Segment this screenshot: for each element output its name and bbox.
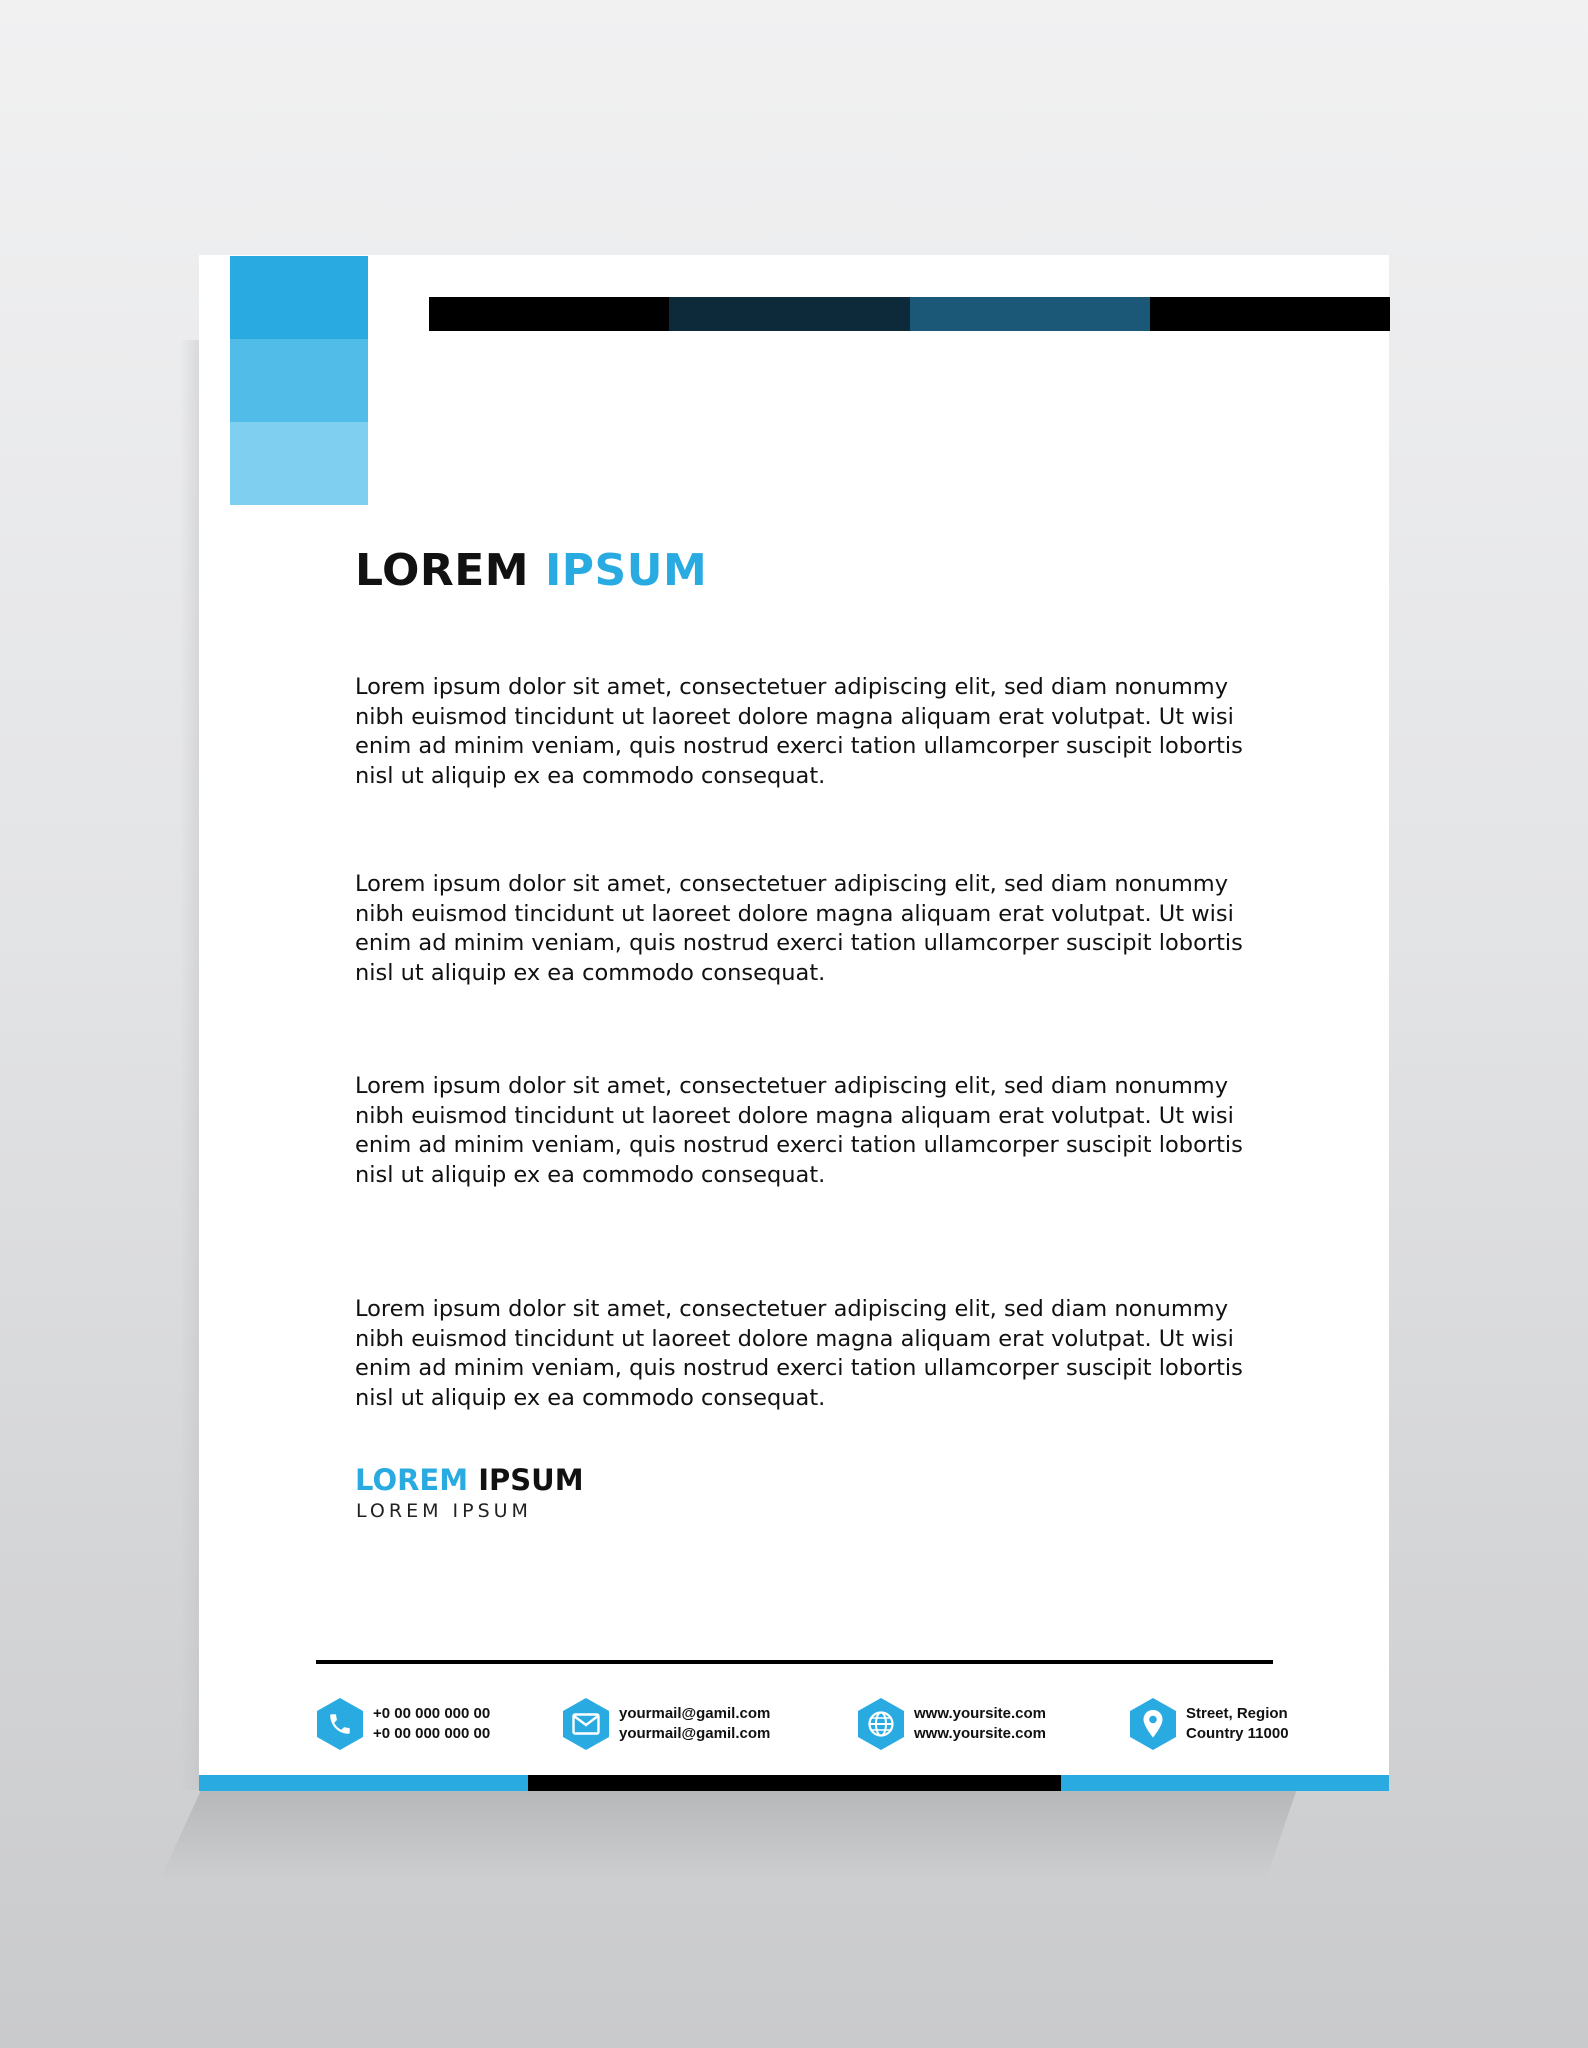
contact-address [1130, 1698, 1289, 1750]
signature-subtitle: LOREM IPSUM [356, 1500, 532, 1522]
header-stripe-teal [910, 297, 1150, 331]
header-stripe-black-left [429, 297, 669, 331]
sheet-side-shadow [180, 340, 200, 1790]
footer-divider [316, 1660, 1273, 1664]
signature-name [355, 1463, 584, 1497]
signature-word-2: IPSUM [478, 1463, 584, 1497]
letter-heading [355, 545, 707, 597]
contact-phone [317, 1698, 490, 1750]
globe-icon [858, 1698, 904, 1750]
contact-address-text [1186, 1704, 1289, 1744]
footer-stripe [199, 1775, 1389, 1791]
heading-word-1: LOREM [355, 545, 530, 596]
contact-phone-text [373, 1704, 490, 1744]
header-stripe-navy [669, 297, 909, 331]
sheet-shadow [160, 1780, 1300, 1880]
signature-word-1: LOREM [355, 1463, 469, 1497]
body-paragraph-2: Lorem ipsum dolor sit amet, consectetuer adipiscing elit, sed diam nonummy nibh euismod tincidunt ut laoreet dolore magna aliquam erat volutpat. Ut wisi enim ad minim veniam, quis nostrud exerci tation ullamcorper suscipit lobortis nisl ut aliquip ex ea commodo consequat. [355, 871, 1243, 986]
address-line-1: Street, Region [1186, 1705, 1288, 1722]
website-line-2: www.yoursite.com [914, 1725, 1046, 1742]
footer-stripe-blue-left [199, 1775, 528, 1791]
address-line-2: Country 11000 [1186, 1725, 1289, 1742]
footer-stripe-blue-right [1061, 1775, 1389, 1791]
phone-line-1: +0 00 000 000 00 [373, 1705, 491, 1722]
contact-website-text [914, 1704, 1046, 1744]
contact-website [858, 1698, 1046, 1750]
body-paragraph-4: Lorem ipsum dolor sit amet, consectetuer adipiscing elit, sed diam nonummy nibh euismod tincidunt ut laoreet dolore magna aliquam erat volutpat. Ut wisi enim ad minim veniam, quis nostrud exerci tation ullamcorper suscipit lobortis nisl ut aliquip ex ea commodo consequat. [355, 1296, 1243, 1411]
header-stripe [429, 297, 1390, 331]
footer-stripe-black [528, 1775, 1061, 1791]
contact-email [563, 1698, 770, 1750]
location-pin-icon [1130, 1698, 1176, 1750]
email-line-2: yourmail@gamil.com [619, 1725, 771, 1742]
corner-square-light [230, 422, 368, 505]
corner-square-accent [230, 256, 368, 339]
website-line-1: www.yoursite.com [914, 1705, 1046, 1722]
phone-icon [317, 1698, 363, 1750]
phone-line-2: +0 00 000 000 00 [373, 1725, 491, 1742]
corner-square-mid [230, 339, 368, 422]
contact-email-text [619, 1704, 770, 1744]
heading-word-2: IPSUM [544, 545, 708, 596]
mail-icon [563, 1698, 609, 1750]
body-paragraph-3: Lorem ipsum dolor sit amet, consectetuer adipiscing elit, sed diam nonummy nibh euismod tincidunt ut laoreet dolore magna aliquam erat volutpat. Ut wisi enim ad minim veniam, quis nostrud exerci tation ullamcorper suscipit lobortis nisl ut aliquip ex ea commodo consequat. [355, 1073, 1243, 1188]
header-stripe-black-right [1150, 297, 1390, 331]
body-paragraph-1: Lorem ipsum dolor sit amet, consectetuer adipiscing elit, sed diam nonummy nibh euismod tincidunt ut laoreet dolore magna aliquam erat volutpat. Ut wisi enim ad minim veniam, quis nostrud exerci tation ullamcorper suscipit lobortis nisl ut aliquip ex ea commodo consequat. [355, 674, 1243, 789]
email-line-1: yourmail@gamil.com [619, 1705, 771, 1722]
letterhead-sheet [199, 255, 1389, 1791]
